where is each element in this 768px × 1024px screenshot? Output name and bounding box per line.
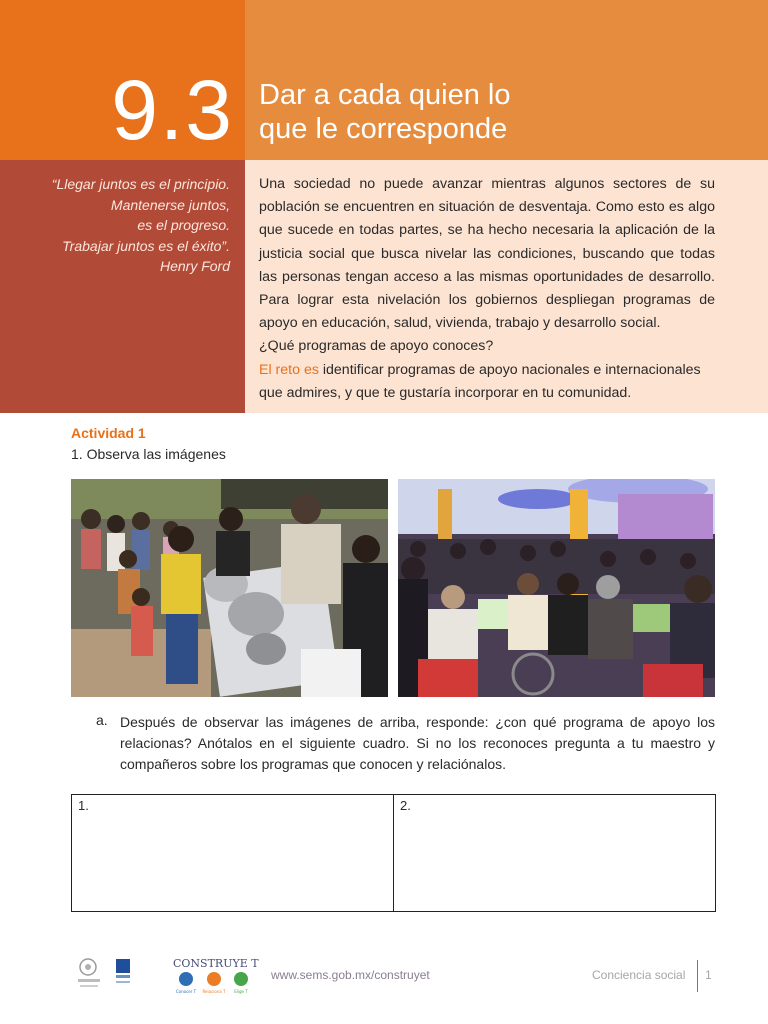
footer-link[interactable]: www.sems.gob.mx/construyet	[271, 968, 430, 982]
undp-logo-icon	[116, 959, 130, 983]
footer-logos	[76, 955, 261, 995]
quote-block	[10, 174, 230, 277]
answer-cell-2[interactable]	[393, 795, 715, 911]
section-title	[259, 78, 739, 146]
intro-question: ¿Qué programas de apoyo conoces?	[259, 338, 494, 355]
quote-line: Mantenerse juntos,	[110, 196, 230, 213]
photo-community-dinner	[398, 479, 715, 697]
activity-step: 1. Observa las imágenes	[71, 446, 226, 462]
section-title-line2: que le corresponde	[259, 113, 508, 145]
intro-challenge	[259, 359, 715, 405]
activity-title: Actividad 1	[71, 425, 146, 441]
answer-cell-label: 2.	[400, 798, 411, 813]
challenge-text: identificar programas de apoyo nacionales e internacionales que admires, y que te gustaría incorporar en tu comunidad.	[259, 361, 701, 401]
conocer-t-label: Conocer T	[175, 989, 197, 994]
relaciona-t-icon	[207, 972, 221, 986]
quote-line: Trabajar juntos es el éxito”.	[62, 237, 230, 254]
intro-paragraph: Una sociedad no puede avanzar mientras algunos sectores de su población se encuentren en situación de desventaja. Como esto es algo que sucede en todas partes, se ha hecho necesaria la aplicación de la justicia social que busca nivelar las condiciones, buscando que todas las personas tengan acceso a las mismas oportunidades de desarrollo. Para lograr esta nivelación los gobiernos despliegan programas de apoyo en educación, salud, vivienda, trabajo y desarrollo social.	[259, 176, 715, 332]
elige-t-label: Elige T	[234, 989, 248, 994]
quote-line: “Llegar juntos es el principio.	[51, 176, 230, 192]
footer-subject: Conciencia social	[592, 968, 686, 982]
section-title-line1: Dar a cada quien lo	[259, 79, 511, 111]
question-letter: a.	[96, 712, 108, 728]
question-text: Después de observar las imágenes de arriba, responde: ¿con qué programa de apoyo los relacionas? Anótalos en el siguiente cuadro. Si no los reconoces pregunta a tu maestro y compañeros sobre los programas que conocen y relaciónalos.	[120, 714, 715, 772]
elige-t-icon	[234, 972, 248, 986]
section-number: 9.3	[111, 63, 234, 157]
conocer-t-icon	[179, 972, 193, 986]
page-number: 1	[705, 968, 712, 982]
intro-text	[259, 173, 715, 405]
quote-line: es el progreso.	[137, 217, 230, 233]
footer-divider	[697, 960, 698, 992]
answer-cell-label: 1.	[78, 798, 89, 813]
answer-table	[71, 794, 716, 912]
construye-t-brand: CONSTRUYE T	[173, 957, 259, 970]
quote-author: Henry Ford	[159, 258, 230, 274]
photo-food-distribution	[71, 479, 388, 697]
relaciona-t-label: Relaciona T	[202, 989, 226, 994]
challenge-label: El reto es	[259, 361, 319, 378]
sep-seal-icon	[78, 959, 100, 987]
answer-cell-1[interactable]	[72, 795, 393, 911]
